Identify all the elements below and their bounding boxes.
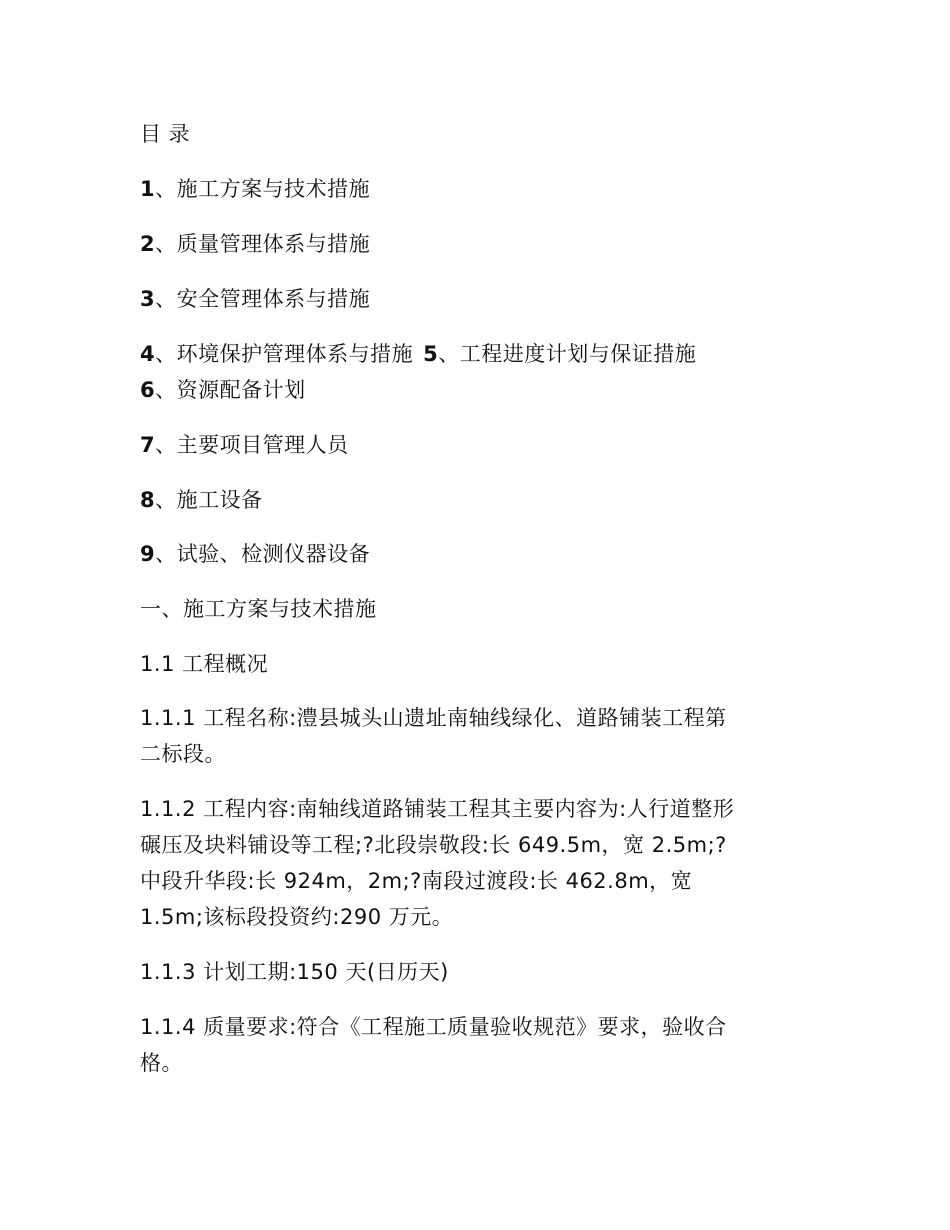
toc-item-number: 7: [140, 433, 156, 457]
toc-item-6: [140, 376, 306, 404]
sub-heading: 1.1 工程概况: [140, 652, 269, 676]
text-line: 1.1.3 计划工期:150 天(日历天): [140, 960, 449, 984]
toc-item-number: 8: [140, 488, 156, 512]
section-heading: 一、施工方案与技术措施: [140, 597, 377, 621]
paragraph-quality: [140, 1009, 820, 1081]
paragraph-project-name: [140, 700, 820, 772]
toc-item-label: 、安全管理体系与措施: [155, 287, 371, 311]
toc-item-3: [140, 285, 370, 313]
toc-item-8: [140, 486, 263, 514]
toc-item-label: 、试验、检测仪器设备: [155, 542, 371, 566]
toc-item-label: 、资源配备计划: [155, 378, 306, 402]
text-line: 二标段。: [140, 742, 226, 766]
toc-item-number: 2: [140, 232, 156, 256]
text-line: 碾压及块料铺设等工程;?北段崇敬段:长 649.5m，宽 2.5m;?: [140, 833, 727, 857]
toc-item-label: 、主要项目管理人员: [155, 433, 349, 457]
toc-item-number: 6: [140, 378, 156, 402]
text-line: 1.1.2 工程内容:南轴线道路铺装工程其主要内容为:人行道整形: [140, 797, 735, 821]
text-line: 格。: [140, 1051, 183, 1075]
toc-item-number: 9: [140, 542, 156, 566]
toc-item-number: 1: [140, 177, 156, 201]
text-line: 1.5m;该标段投资约:290 万元。: [140, 905, 454, 929]
text-line: 1.1.4 质量要求:符合《工程施工质量验收规范》要求，验收合: [140, 1015, 727, 1039]
toc-item-1: [140, 175, 370, 203]
toc-item-number: 3: [140, 287, 156, 311]
toc-item-9: [140, 540, 370, 568]
toc-item-label: 、施工设备: [155, 488, 263, 512]
text-line: 中段升华段:长 924m，2m;?南段过渡段:长 462.8m，宽: [140, 869, 693, 893]
toc-title: 目 录: [140, 122, 191, 146]
toc-item-label: 、工程进度计划与保证措施: [438, 342, 697, 366]
toc-item-2: [140, 230, 370, 258]
toc-item-label: 、环境保护管理体系与措施: [155, 342, 414, 366]
toc-item-number: 5: [423, 342, 439, 366]
toc-item-number: 4: [140, 342, 156, 366]
toc-item-label: 、施工方案与技术措施: [155, 177, 371, 201]
paragraph-project-content: [140, 791, 820, 935]
toc-item-4-5: [140, 340, 696, 368]
paragraph-schedule: [140, 954, 820, 990]
text-line: 1.1.1 工程名称:澧县城头山遗址南轴线绿化、道路铺装工程第: [140, 706, 727, 730]
toc-item-label: 、质量管理体系与措施: [155, 232, 371, 256]
toc-item-7: [140, 431, 349, 459]
